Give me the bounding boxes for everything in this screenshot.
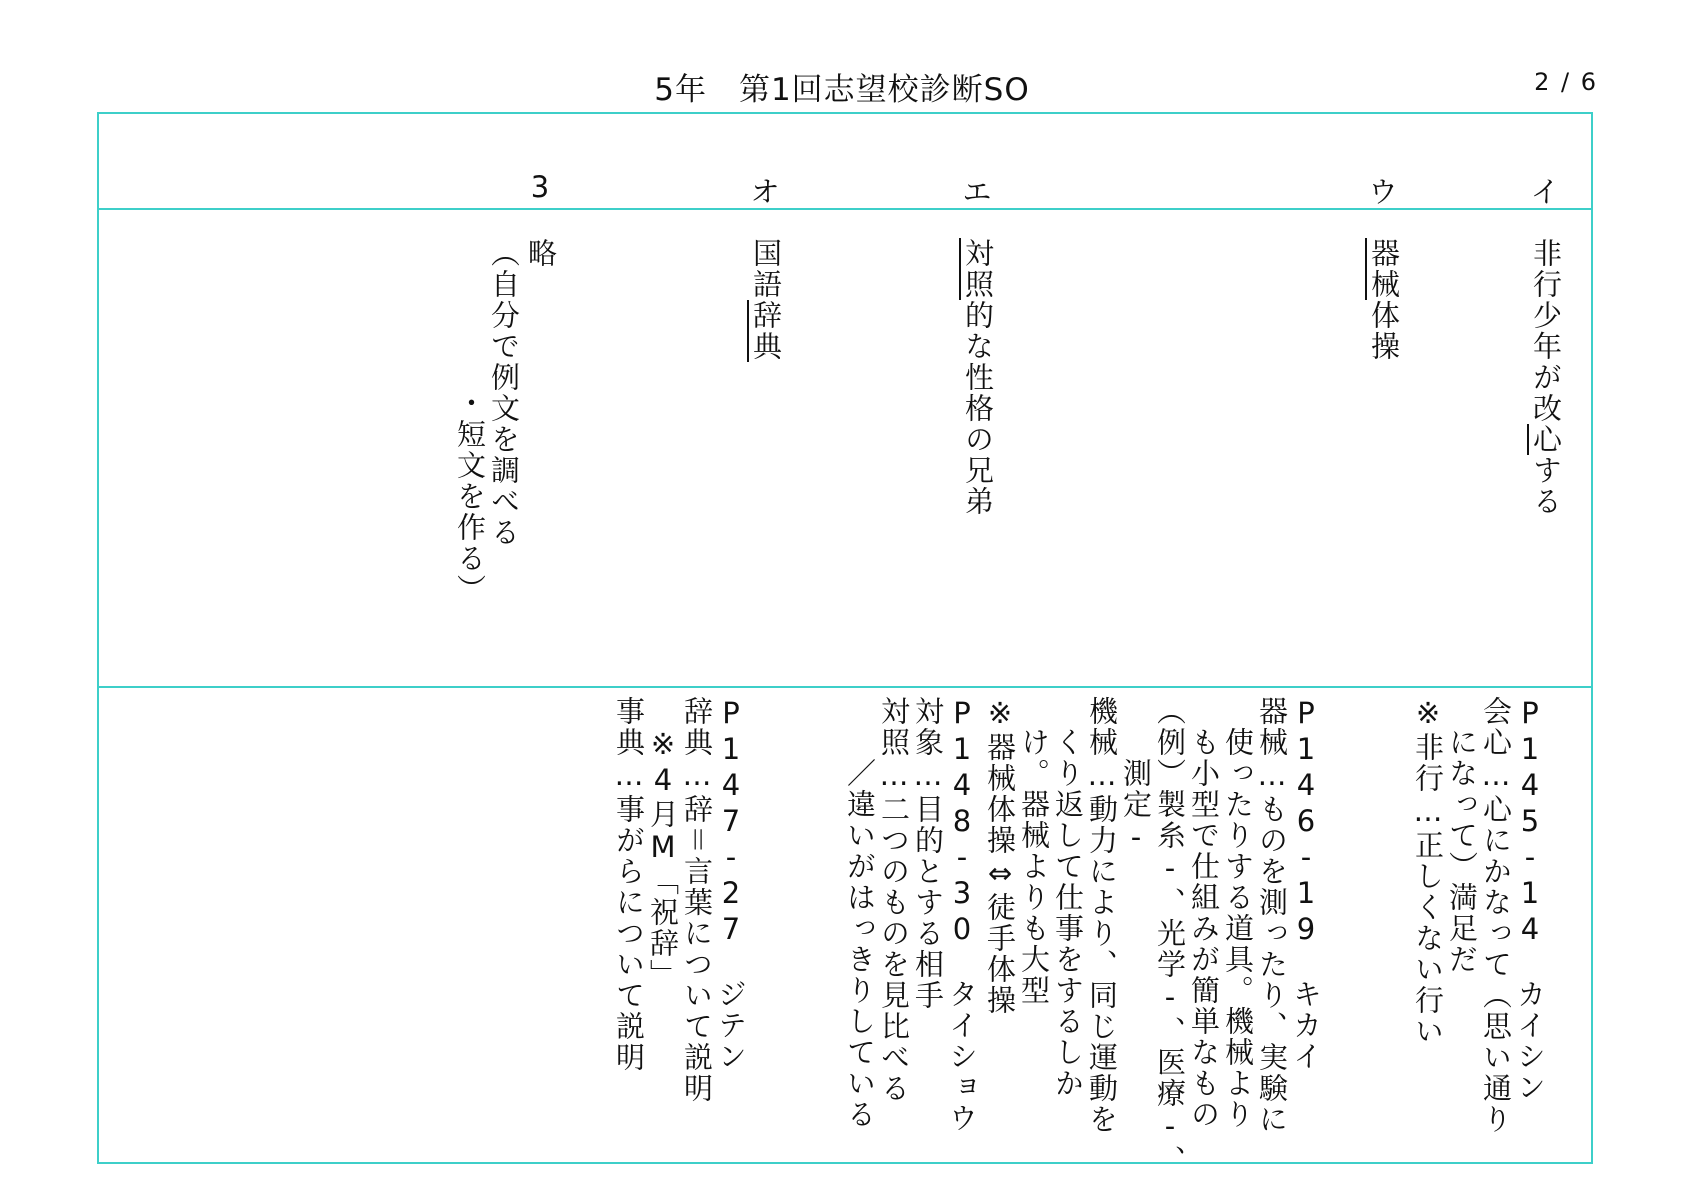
- label-u: ウ: [1368, 175, 1398, 209]
- answer-o: 国語辞典: [749, 238, 783, 362]
- label-e: エ: [962, 175, 992, 209]
- answer-3: 略: [524, 238, 558, 269]
- page-title: 5年 第1回志望校診断SO: [654, 72, 1030, 108]
- label-i: イ: [1530, 175, 1560, 209]
- answer-u: 器械体操: [1367, 238, 1401, 362]
- explanation-i: P145-14 カイシン 会心…心にかなって（思い通り になって）満足だ ※非行…正しくない行い: [1411, 696, 1547, 1135]
- page-number: 2 / 6: [1534, 68, 1598, 96]
- label-3: 3: [530, 170, 550, 204]
- explanation-o: P147-27 ジテン 辞典…辞＝言葉について説明 ※4月M「祝辞」 事典…事がらについて説明: [612, 696, 748, 1104]
- answer-i-marked: 心: [1529, 424, 1563, 455]
- explanation-u: P146-19 キカイ 器械…ものを測ったり、実験に 使ったりする道具。機械より も小型で仕組みが簡単なもの （例）製糸-、光学-、医療-、 測定- 機械…動力により、同じ運動を くり返して仕事をするしか け。器械よりも大型 ※器械体操⇔徒手体操: [983, 696, 1323, 1176]
- label-o: オ: [750, 175, 780, 209]
- answer-u-marked: 器械: [1367, 238, 1401, 300]
- answer-e-marked: 対照: [961, 238, 995, 300]
- answer-e: 対照的な性格の兄弟: [961, 238, 995, 517]
- answer-sheet: [97, 112, 1593, 1176]
- answer-o-marked: 辞典: [749, 300, 783, 362]
- answer-3-note: （自分で例文を調べる ・短文を作る）: [453, 238, 521, 605]
- row-divider-bottom: [99, 686, 1591, 688]
- explanation-e: P148-30 タイショウ 対象…目的とする相手 対照…二つのものを見比べる ／違いがはっきりしている: [843, 696, 979, 1134]
- answer-i: 非行少年が改心する: [1529, 238, 1563, 517]
